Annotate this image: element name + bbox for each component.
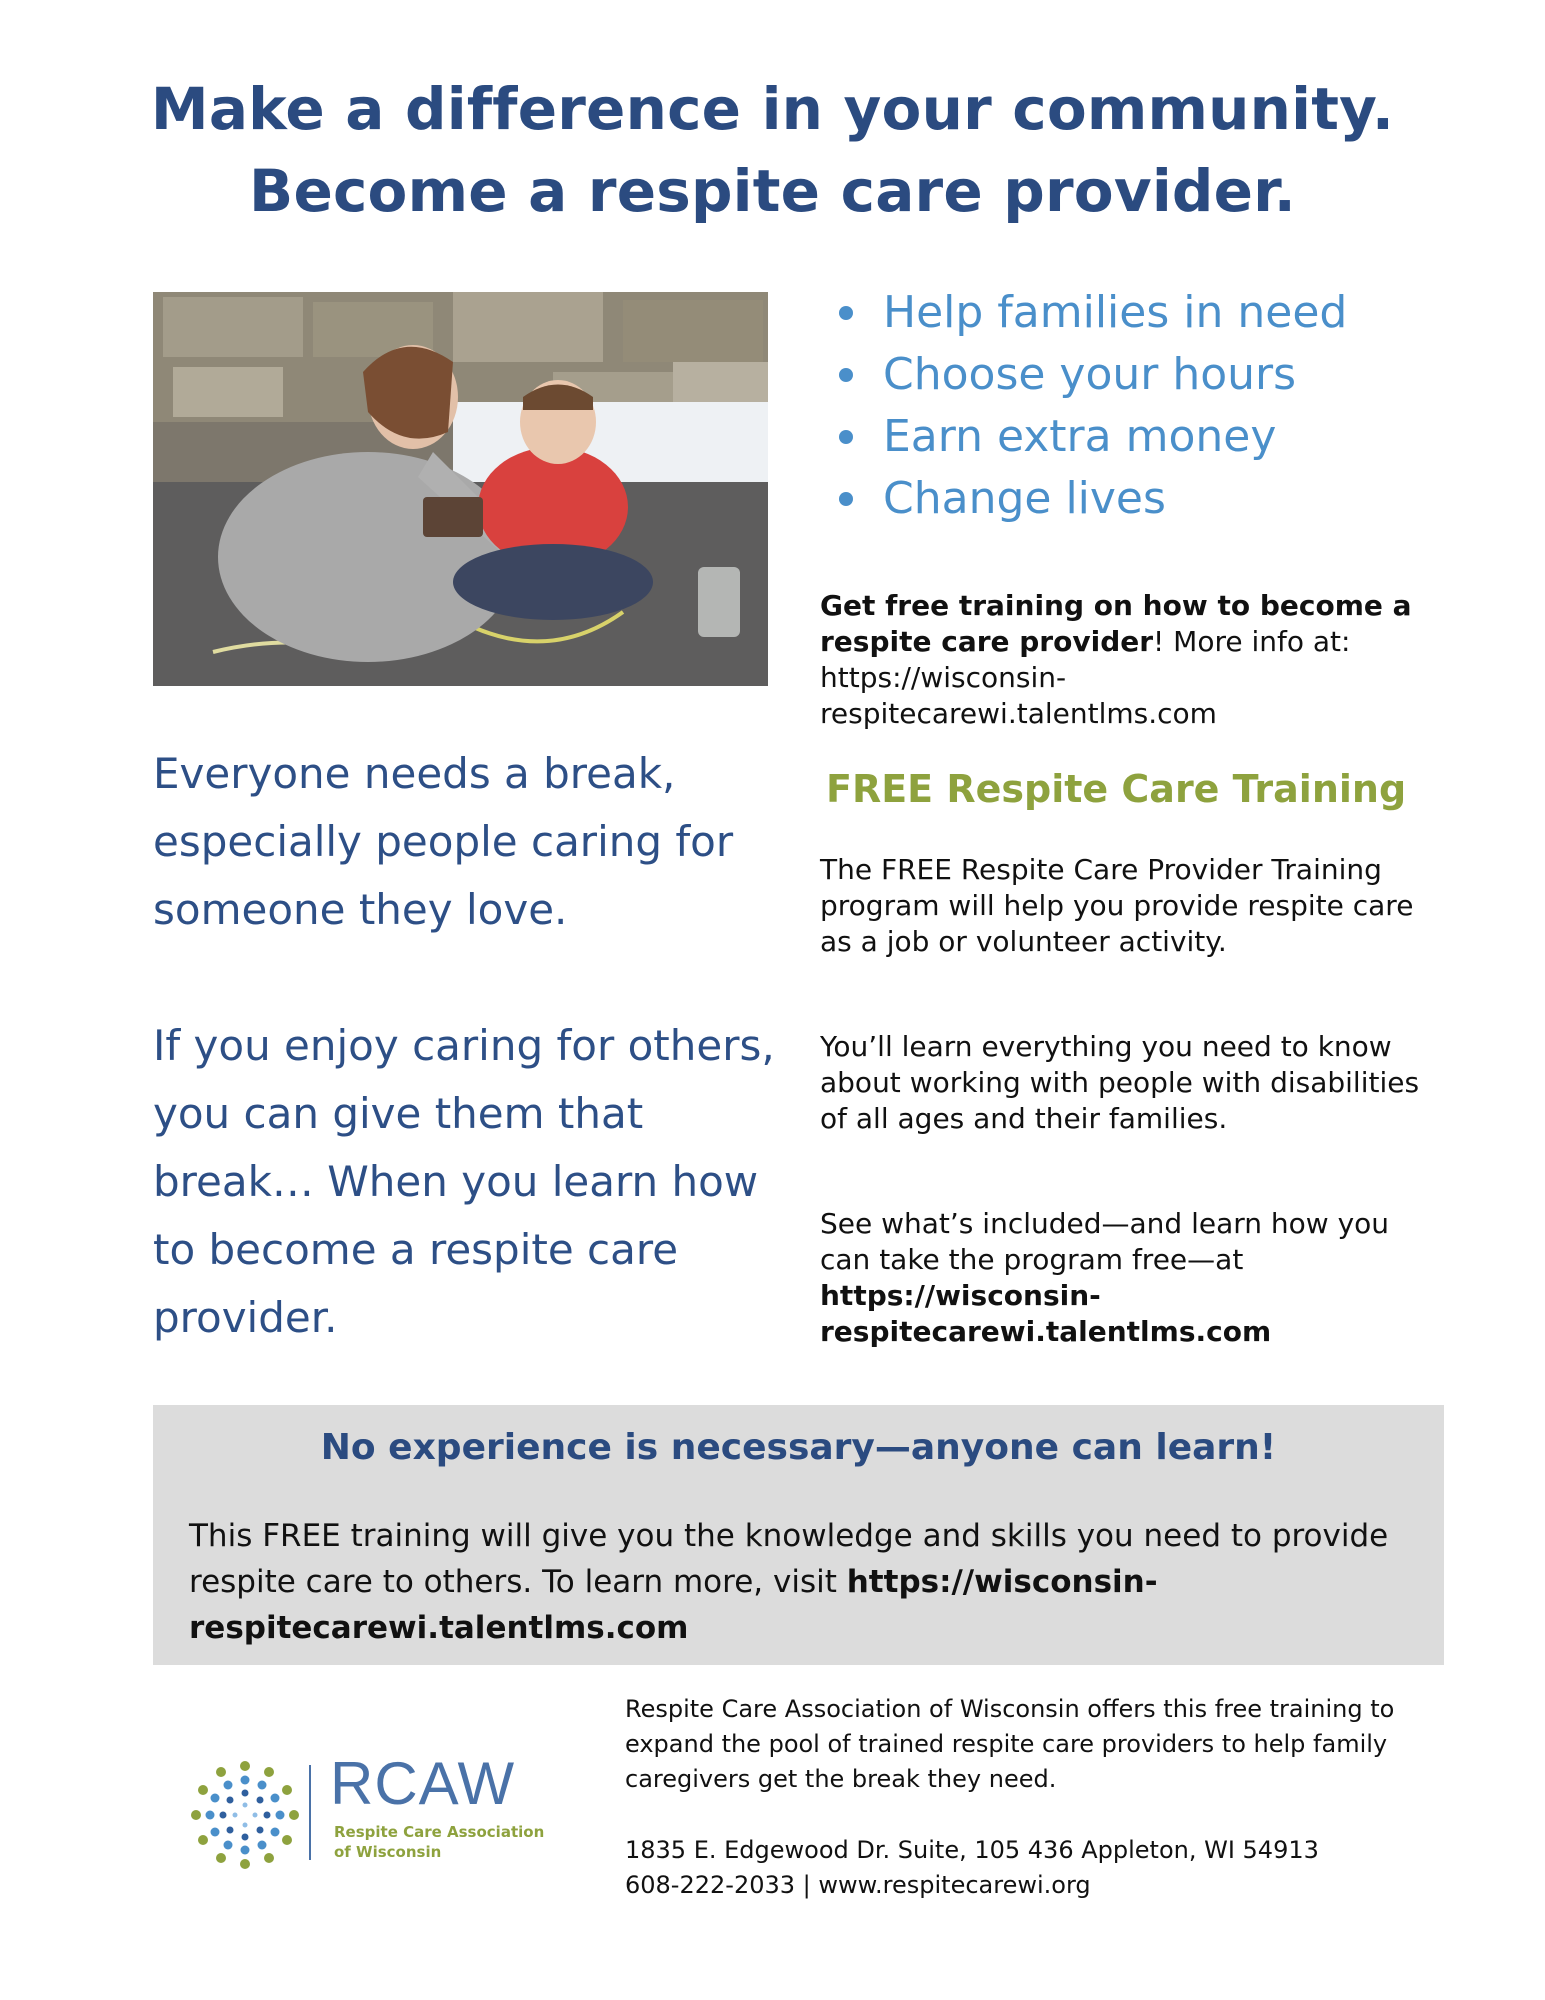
- paragraph-2: You’ll learn everything you need to know about working with people with disabilities of all ages and their families.: [820, 1030, 1420, 1135]
- callout-title: No experience is necessary—anyone can learn!: [320, 1427, 1277, 1468]
- left-text-block-1: Everyone needs a break, especially people caring for someone they love.: [153, 749, 734, 934]
- training-note-bold: Get free training on how to become a respite care provider: [820, 589, 1412, 658]
- paragraph-1: The FREE Respite Care Provider Training program will help you provide respite care as a job or volunteer activity.: [820, 853, 1414, 958]
- footer-address: 1835 E. Edgewood Dr. Suite, 105 436 Appleton, WI 54913: [625, 1836, 1319, 1864]
- page-headline: [100, 68, 1445, 232]
- headline-line-1: Make a difference in your community.: [150, 75, 1395, 143]
- benefit-item: Choose your hours: [835, 344, 1495, 406]
- section-title: FREE Respite Care Training: [826, 767, 1407, 811]
- benefits-list: [835, 282, 1495, 530]
- headline-line-2: Become a respite care provider.: [249, 157, 1296, 225]
- callout-body-text: This FREE training will give you the knowledge and skills you need to provide respite care to others. To learn more, visit: [189, 1518, 1389, 1600]
- logo-subline-1: Respite Care Association: [334, 1823, 545, 1841]
- footer-contact: 608-222-2033 | www.respitecarewi.org: [625, 1871, 1091, 1899]
- benefit-item: Help families in need: [835, 282, 1495, 344]
- dotted-circle-icon: [190, 1760, 300, 1870]
- training-note-link-text[interactable]: ! More info at: https://wisconsin-respitecarewi.talentlms.com: [820, 625, 1351, 730]
- logo-divider: [309, 1765, 311, 1860]
- logo-subline: [334, 1822, 544, 1862]
- paragraph-3: [820, 1206, 1420, 1350]
- paragraph-3-text: See what’s included—and learn how you can take the program free—at: [820, 1207, 1390, 1276]
- rcaw-logo-mark: [190, 1760, 300, 1874]
- rcaw-wordmark: RCAW: [330, 1750, 516, 1817]
- footer-description: Respite Care Association of Wisconsin offers this free training to expand the pool of trained respite care providers to help family caregivers get the break they need.: [625, 1695, 1395, 1793]
- left-text-block-2: If you enjoy caring for others, you can give them that break… When you learn how to become a respite care provider.: [153, 1021, 775, 1342]
- benefit-item: Change lives: [835, 468, 1495, 530]
- logo-subline-2: of Wisconsin: [334, 1843, 442, 1861]
- callout-box: [153, 1405, 1444, 1665]
- callout-link[interactable]: https://wisconsin-respitecarewi.talentlms.com: [189, 1564, 1158, 1646]
- chalk-drawing-photo: [153, 292, 768, 686]
- program-link[interactable]: https://wisconsin-respitecarewi.talentlms.com: [820, 1279, 1272, 1348]
- callout-body: [189, 1513, 1419, 1651]
- hero-photo: [153, 292, 768, 686]
- training-note: [820, 588, 1420, 732]
- benefit-item: Earn extra money: [835, 406, 1495, 468]
